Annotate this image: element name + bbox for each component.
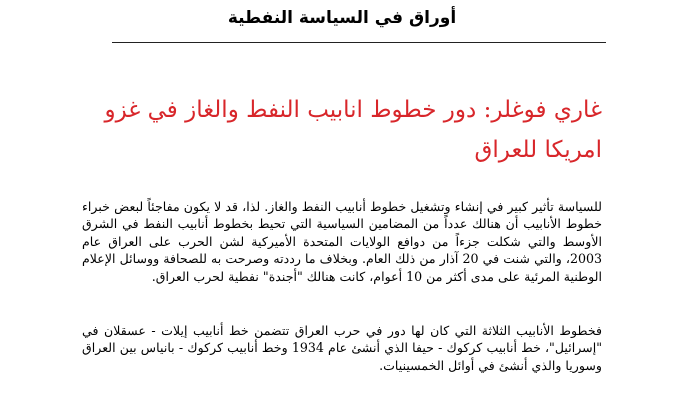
article-paragraph-2: فخطوط الأنابيب الثلاثة التي كان لها دور في حرب العراق تتضمن خط أنابيب إيلات - عسقلان في "إسرائيل"، خط أنابيب كركوك - حيفا الذي أنشئ عام 1934 وخط أنابيب كركوك - بانياس بين العراق وسوريا والذي أنشئ في أوائل الخمسينيات. — [82, 323, 602, 373]
article-paragraph-1: للسياسة تأثير كبير في إنشاء وتشغيل خطوط أنابيب النفط والغاز. لذا، قد لا يكون مفاجئاً لبعض خبراء خطوط الأنابيب أن هنالك عدداً من المضامين السياسية التي تحيط بخطوط أنابيب النفط في الشرق الأوسط والتي شكلت جزءاً من دوافع الولايات المتحدة الأميركية لشن الحرب على العراق عام 2003، والتي شنت في 20 آذار من ذلك العام. وبخلاف ما رددته وصرحت به للصحافة ووسائل الإعلام الوطنية المرئية على مدى أكثر من 10 أعوام، كانت هنالك "أجندة" نفطية لحرب العراق. — [82, 199, 602, 284]
article-title: غاري فوغلر: دور خطوط انابيب النفط والغاز في غزو امريكا للعراق — [104, 97, 602, 163]
header-divider — [112, 42, 606, 43]
page-header-title: أوراق في السياسة النفطية — [227, 8, 457, 28]
